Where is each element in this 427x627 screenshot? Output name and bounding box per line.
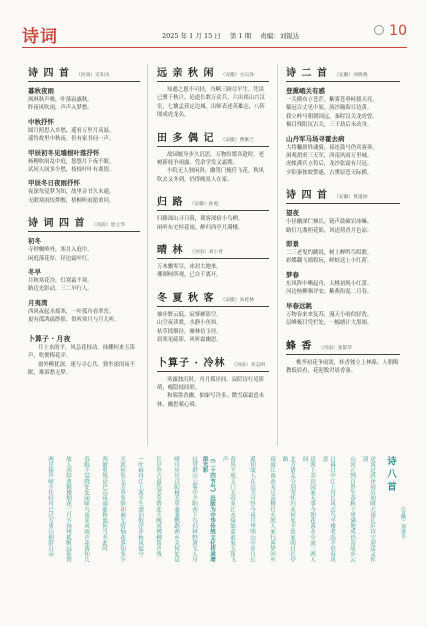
poem-line: 西风夜起水摇寒，一叶孤舟看翠峦。: [28, 308, 115, 315]
section-header: [157, 129, 269, 147]
vertical-text-column: 送客过洪泽雨后初晴天深长庐诗空迎送又作别: [361, 456, 375, 563]
section-poems-shi: [28, 64, 140, 205]
prose-paragraph: 知遇之恩不可轻，乃啊三顾尽平生。凭谈已熏千秋计，论道长歌万众兵。六出祁山兴汉室，七擒孟获定边城。出师表述英雄志，八阵图成虎龙名。: [157, 87, 265, 119]
vertical-text-column: 夜雨江南春未尽高楼灯火照人家行客梦回乡: [269, 456, 275, 563]
section-header: [157, 354, 269, 372]
poem-line: 洞观胡虏三天军，西南风雨万里城。: [286, 153, 373, 160]
section-title: 诗 四 首: [28, 68, 70, 79]
vertical-section-title: 诗 八 首: [385, 456, 396, 492]
section: [157, 241, 269, 280]
poem-line: 飒飒秋声晚，叶落寂露秋。: [28, 97, 93, 103]
section-author: （河南）李志明: [231, 362, 266, 368]
poem: [286, 134, 400, 178]
poem-line: 层峰极目凭栏处，一幅塘计大墨图。: [286, 320, 373, 327]
section-header: [286, 64, 400, 82]
vertical-text-column: 遥知故人在远方可怜今夜月华明山中岁月长: [249, 456, 255, 563]
poem-title: 初冬: [28, 237, 41, 246]
section-author: （河南）刘小青: [189, 250, 224, 256]
vertical-text-column: 山河正到自然生春秋十里满地成仍寄故乡云: [349, 456, 355, 563]
section: [286, 186, 400, 327]
issue-date: 2025 年 1 月 15 日: [162, 32, 221, 40]
section-header: [286, 337, 400, 355]
section-author: （河南）史知水: [75, 73, 110, 78]
section-header: [28, 214, 140, 232]
poem-title: 即景: [286, 240, 299, 249]
poem-line: 路边光影动，三二早行人。: [28, 286, 93, 293]
poem: [28, 267, 140, 294]
poem-line: 月秋寒花冷，灯寒霜不寒。: [28, 278, 93, 285]
vertical-section-author: （安徽）郑建平: [400, 504, 406, 539]
poem-line: 闲听东宅桂花雨，醉归西亭月满楼。: [157, 224, 244, 231]
poem-line: 昨夜风吹雨，声声入梦愁。: [28, 105, 93, 112]
page-ornament-icon: [374, 25, 384, 35]
section-title: 田 多 偶 记: [157, 132, 215, 144]
section-title: 冬 夏 秋 客: [157, 292, 215, 304]
section-author: （安徽）朱桂林: [220, 297, 255, 303]
column-divider: [277, 64, 278, 446]
section-buzhuanzi: [28, 334, 140, 378]
section-author: （安徽）刘晓燕: [333, 73, 368, 78]
poem-line: 彩蝶翻飞嬉娱玩，鲜蛙送上小红荷。: [286, 258, 373, 265]
page-number: [374, 23, 407, 39]
section-author: （安徽）孙进: [189, 202, 219, 208]
editor-credit: 责编：刘锐达: [260, 32, 300, 40]
poem-line: 戴冠百丈见中原，流沙瀚海日边黄。: [286, 105, 373, 112]
poem-line: 晨寒见疏影，风听霜幽思。: [157, 337, 222, 344]
poem-line: 寺钟飘岭外，寒月入庭中。: [28, 247, 93, 254]
column-2: [157, 64, 269, 418]
prose-paragraph: 月上水的平，风急花枝动。抹棚何来玉笛声，吹彻梅花弄。: [28, 344, 136, 360]
vertical-text-column: 长亭外古道边芳草碧连天晚风拂柳笛声残: [155, 456, 161, 557]
section-title: 诗 二 首: [286, 68, 328, 79]
poem-line: 杨柳吹雨乱中庭，悠悠月下夜不眠。: [28, 158, 115, 165]
prose-paragraph: 小院无人独闲斜，幽篁门掩任飞花。秋风吹去又冬到，仍得晚景人在家。: [157, 168, 265, 183]
column-divider: [147, 64, 148, 446]
poem-title: 中秋抒怀: [28, 117, 54, 126]
section: [157, 64, 269, 120]
poem-line: 抽步野云低，寂寥雁影空。: [157, 311, 222, 318]
poem-line: 路灯几盏照花影，风送荷香月色凉。: [286, 227, 373, 234]
poem-title: 月夷湾: [28, 298, 48, 307]
poem-line: 极目残阳沉古关，三千劫后未动身。: [286, 122, 373, 129]
poem-line: 夕阳秦独皎警遂，古熏原苍天际横。: [286, 169, 373, 176]
section: [286, 64, 400, 177]
section-header: [157, 64, 269, 82]
poem-title: 梦春: [286, 270, 299, 279]
poem-title: 登熏峨关有感: [286, 87, 325, 95]
poem: [28, 178, 140, 205]
prose-paragraph: 和端墨香幽，抽象写冷多，微雪疏霜意未休，幽思萦心境。: [157, 393, 265, 408]
vertical-text-column: 远望群山云雾中夕阳西下鸟归林野渡无人舟: [191, 456, 197, 563]
masthead: 诗词: [22, 27, 58, 47]
poem-line: 夜深每觉梦为知，故里音书久未通。: [28, 189, 115, 196]
section: [157, 129, 269, 185]
poem-line: 万木飘零尽，冰封大地来。: [157, 264, 222, 271]
poem: [286, 270, 400, 297]
section-header: [157, 241, 269, 259]
section-author: （安徽）曹紫兰: [220, 137, 255, 143]
section-author: （安徽）黄道禄: [333, 195, 368, 201]
poem: [286, 239, 400, 266]
poem-title: 望夜: [286, 209, 299, 218]
poem: [28, 298, 140, 325]
vertical-text-column: 晴川历历汉阳树芳草萋萋鹦鹉洲乡关何处是: [173, 456, 179, 563]
poem: [286, 301, 400, 328]
poem-line: 圆月照思入乡愁，遥看万里月高悬。: [28, 127, 115, 134]
section-author: （安徽）方宗泽: [220, 73, 255, 78]
section: [157, 354, 269, 410]
poem-line: 东风阵中晰起舟，天桃初现小红蕾。: [286, 280, 373, 287]
poem-line: 闲庭落花厚，径边霜叶红。: [28, 255, 93, 262]
section-header: [157, 289, 269, 307]
poem-line: 万物春来来复苏，漫天小雨似轻洗。: [286, 311, 373, 318]
vertical-text-column: 故人西辞黄鹤楼烟花三月下扬州孤帆远影碧: [65, 456, 71, 563]
section-header: [28, 64, 140, 82]
page-header: [22, 20, 407, 48]
vertical-text-column: 春风不度玉门关春来江水绿如蓝谁家玉笛飞声: [221, 456, 235, 563]
poem-line: 无眠寒雨惊梦醒，梧桐听雨愿重问。: [28, 197, 115, 204]
section-title: 蜂 香: [286, 340, 313, 352]
page-number-value: 10: [389, 23, 407, 39]
poem-line: 山空夜读歌，水静小鱼知。: [157, 320, 222, 327]
poem-line: 河边杨柳频评安，紫燕衔泥二月春。: [286, 289, 373, 296]
poem: [28, 236, 140, 263]
vertical-text-column: 两岸猿声啼不住轻舟已过万重山朝辞白帝: [47, 456, 53, 557]
poem: [28, 117, 140, 144]
header-info: [162, 31, 306, 40]
poem: [286, 208, 400, 235]
poem-title: 甲辰冬日夜雨抒怀: [28, 179, 80, 188]
poem-line: 归路深山寻日暮，琐客深宿小鸟栖。: [157, 216, 244, 223]
section-poems-ci: [28, 214, 140, 324]
vertical-text-column: 一叶扁舟江上客半生漂泊似浮萍秋风起兮: [137, 456, 143, 557]
column-3: [286, 64, 400, 384]
section-author: （河南）唐立华: [91, 223, 126, 229]
section: [286, 337, 400, 376]
section-title: 诗 词 四 首: [28, 218, 86, 230]
section-title: 远 亲 秋 闲: [157, 68, 215, 79]
vertical-text-column: 日暮日中江上舟长风去鸟平楼老翁不识春风意: [321, 456, 335, 563]
prose-paragraph: 桃李初花争雨淡，桂香独立上林葆。人朝晦教低眉看，花迎数君晨香盔。: [286, 359, 399, 374]
poem-line: 虎帐满兵立将后，龙沙张霜有尺冠。: [286, 161, 373, 168]
poem-line: 珊瑚柯所观，已自千离开。: [157, 272, 222, 279]
section-header: [286, 186, 400, 204]
poem-title: 早春远眺: [286, 301, 312, 310]
prose-paragraph: 窗外柳犹深，迷与寻心共。独坐深闺夜不眠，难诉愁无梦。: [28, 361, 136, 376]
poem: [28, 148, 140, 175]
poem-line: 一关横布立苍茫，紫雾苍垂峙拔天亮。: [286, 97, 378, 103]
section-author: （河南）张郁华: [318, 345, 353, 351]
poem-title: 卜算子 · 月夜: [28, 334, 71, 343]
poem-title: 暮秋夜雨: [28, 87, 54, 95]
section-title: 晴 林: [157, 245, 184, 257]
vertical-text-column: 北方诸友分别寄怀归来何处不思家明日长亭路: [281, 456, 295, 563]
vertical-text-column: 送客上亲田园家无事今朝花落水中流三两人间: [301, 456, 315, 563]
poem-title: 甲辰初冬见墙根叶落抒怀: [28, 148, 100, 157]
column-1: [28, 64, 140, 386]
section: [157, 193, 269, 232]
poem: [286, 86, 400, 130]
poem: [28, 86, 140, 113]
poem-line: 我立岭马朝朝国远，秦时汉关龙虎曾。: [286, 113, 378, 120]
poem-line: 更有孤鸿疏纱影，似听寒月与月儿听。: [28, 317, 120, 324]
section-title: 诗 四 首: [286, 190, 328, 202]
issue-page-label: 第 1 期: [229, 32, 252, 40]
section-title: 卜算子 · 冷林: [157, 357, 226, 369]
section: [157, 289, 269, 345]
poem-line: 二三老叟约跳说，树上蝉鸣鸟唱歌。: [286, 250, 373, 257]
prose-paragraph: 寒露独沉时，舟月孤诠间。寂院诗行觅影萌，瘦隐枝间彩。: [157, 376, 265, 391]
poem-line: 大将曬旗姓魂骑，祁连鼓马仍宾客奔。: [286, 144, 378, 151]
vertical-text-column: 天涯何处无芳草多情却被无情恼花落知多少: [119, 456, 125, 563]
section-header: [157, 193, 269, 211]
poem-title: 冬早: [28, 268, 41, 277]
poem-line: 枯草摇烟径，雁林信玉径。: [157, 328, 222, 335]
vertical-text-column: 西窗剪烛话巴山夜雨涨秋池何当共此时: [101, 456, 107, 552]
poem-line: 遥怜故里中秋夜，仍有家书问一声。: [28, 136, 115, 143]
vertical-text-column: 《二十四节气》出版为中华传统文化传承增添光彩: [201, 456, 215, 563]
prose-paragraph: 故园履身步久沉思，万物纷繁各趁时。老树新枝争雨露，凭余学发又霜期。: [157, 151, 265, 167]
section-title: 归 路: [157, 197, 184, 209]
vertical-poems-section: [30, 456, 407, 566]
vertical-text-column: 春眠不觉晓处处闻啼鸟夜来风雨声花落知几: [83, 456, 89, 563]
poem-title: 山丹军马场寻霍去病: [286, 134, 345, 143]
poem-line: 小径幽深伫梯长，链声鼓破岩冰嘛。: [286, 219, 373, 226]
poem-line: 试问人间多少愁，枝枝叶叶有离情。: [28, 167, 115, 174]
